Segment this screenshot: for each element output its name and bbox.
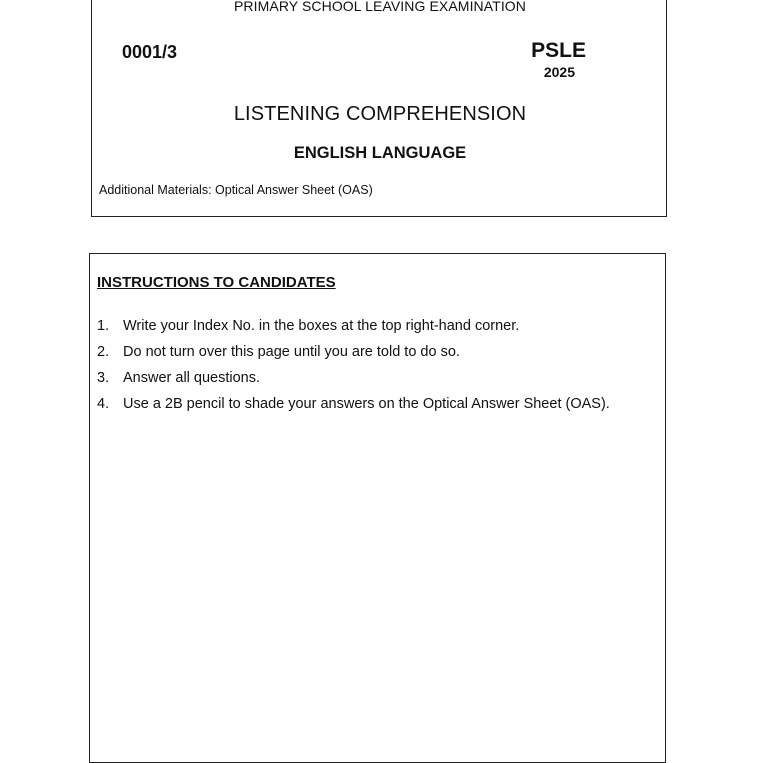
instructions-list bbox=[97, 316, 610, 420]
subject-name: ENGLISH LANGUAGE bbox=[293, 144, 467, 162]
instruction-number: 4. bbox=[97, 396, 110, 412]
instruction-item bbox=[97, 316, 610, 342]
instruction-number: 1. bbox=[97, 318, 110, 334]
instruction-item bbox=[97, 342, 610, 368]
cover-header-box bbox=[91, 0, 667, 217]
additional-materials: Additional Materials: Optical Answer Sheet (OAS) bbox=[99, 183, 373, 197]
instructions-box bbox=[89, 253, 666, 763]
exam-short-name: PSLE bbox=[531, 39, 586, 62]
instruction-text: Use a 2B pencil to shade your answers on the Optical Answer Sheet (OAS). bbox=[123, 396, 610, 412]
paper-name: LISTENING COMPREHENSION bbox=[233, 103, 527, 125]
instruction-number: 3. bbox=[97, 370, 110, 386]
instruction-item bbox=[97, 368, 610, 394]
instructions-heading: INSTRUCTIONS TO CANDIDATES bbox=[97, 274, 336, 291]
exam-year: 2025 bbox=[543, 64, 575, 80]
exam-title: PRIMARY SCHOOL LEAVING EXAMINATION bbox=[233, 0, 527, 14]
instruction-text: Write your Index No. in the boxes at the top right-hand corner. bbox=[123, 318, 520, 334]
instruction-number: 2. bbox=[97, 344, 110, 360]
instruction-text: Answer all questions. bbox=[123, 370, 261, 386]
paper-code: 0001/3 bbox=[122, 42, 178, 62]
instruction-text: Do not turn over this page until you are told to do so. bbox=[123, 344, 460, 360]
instruction-item bbox=[97, 394, 610, 420]
